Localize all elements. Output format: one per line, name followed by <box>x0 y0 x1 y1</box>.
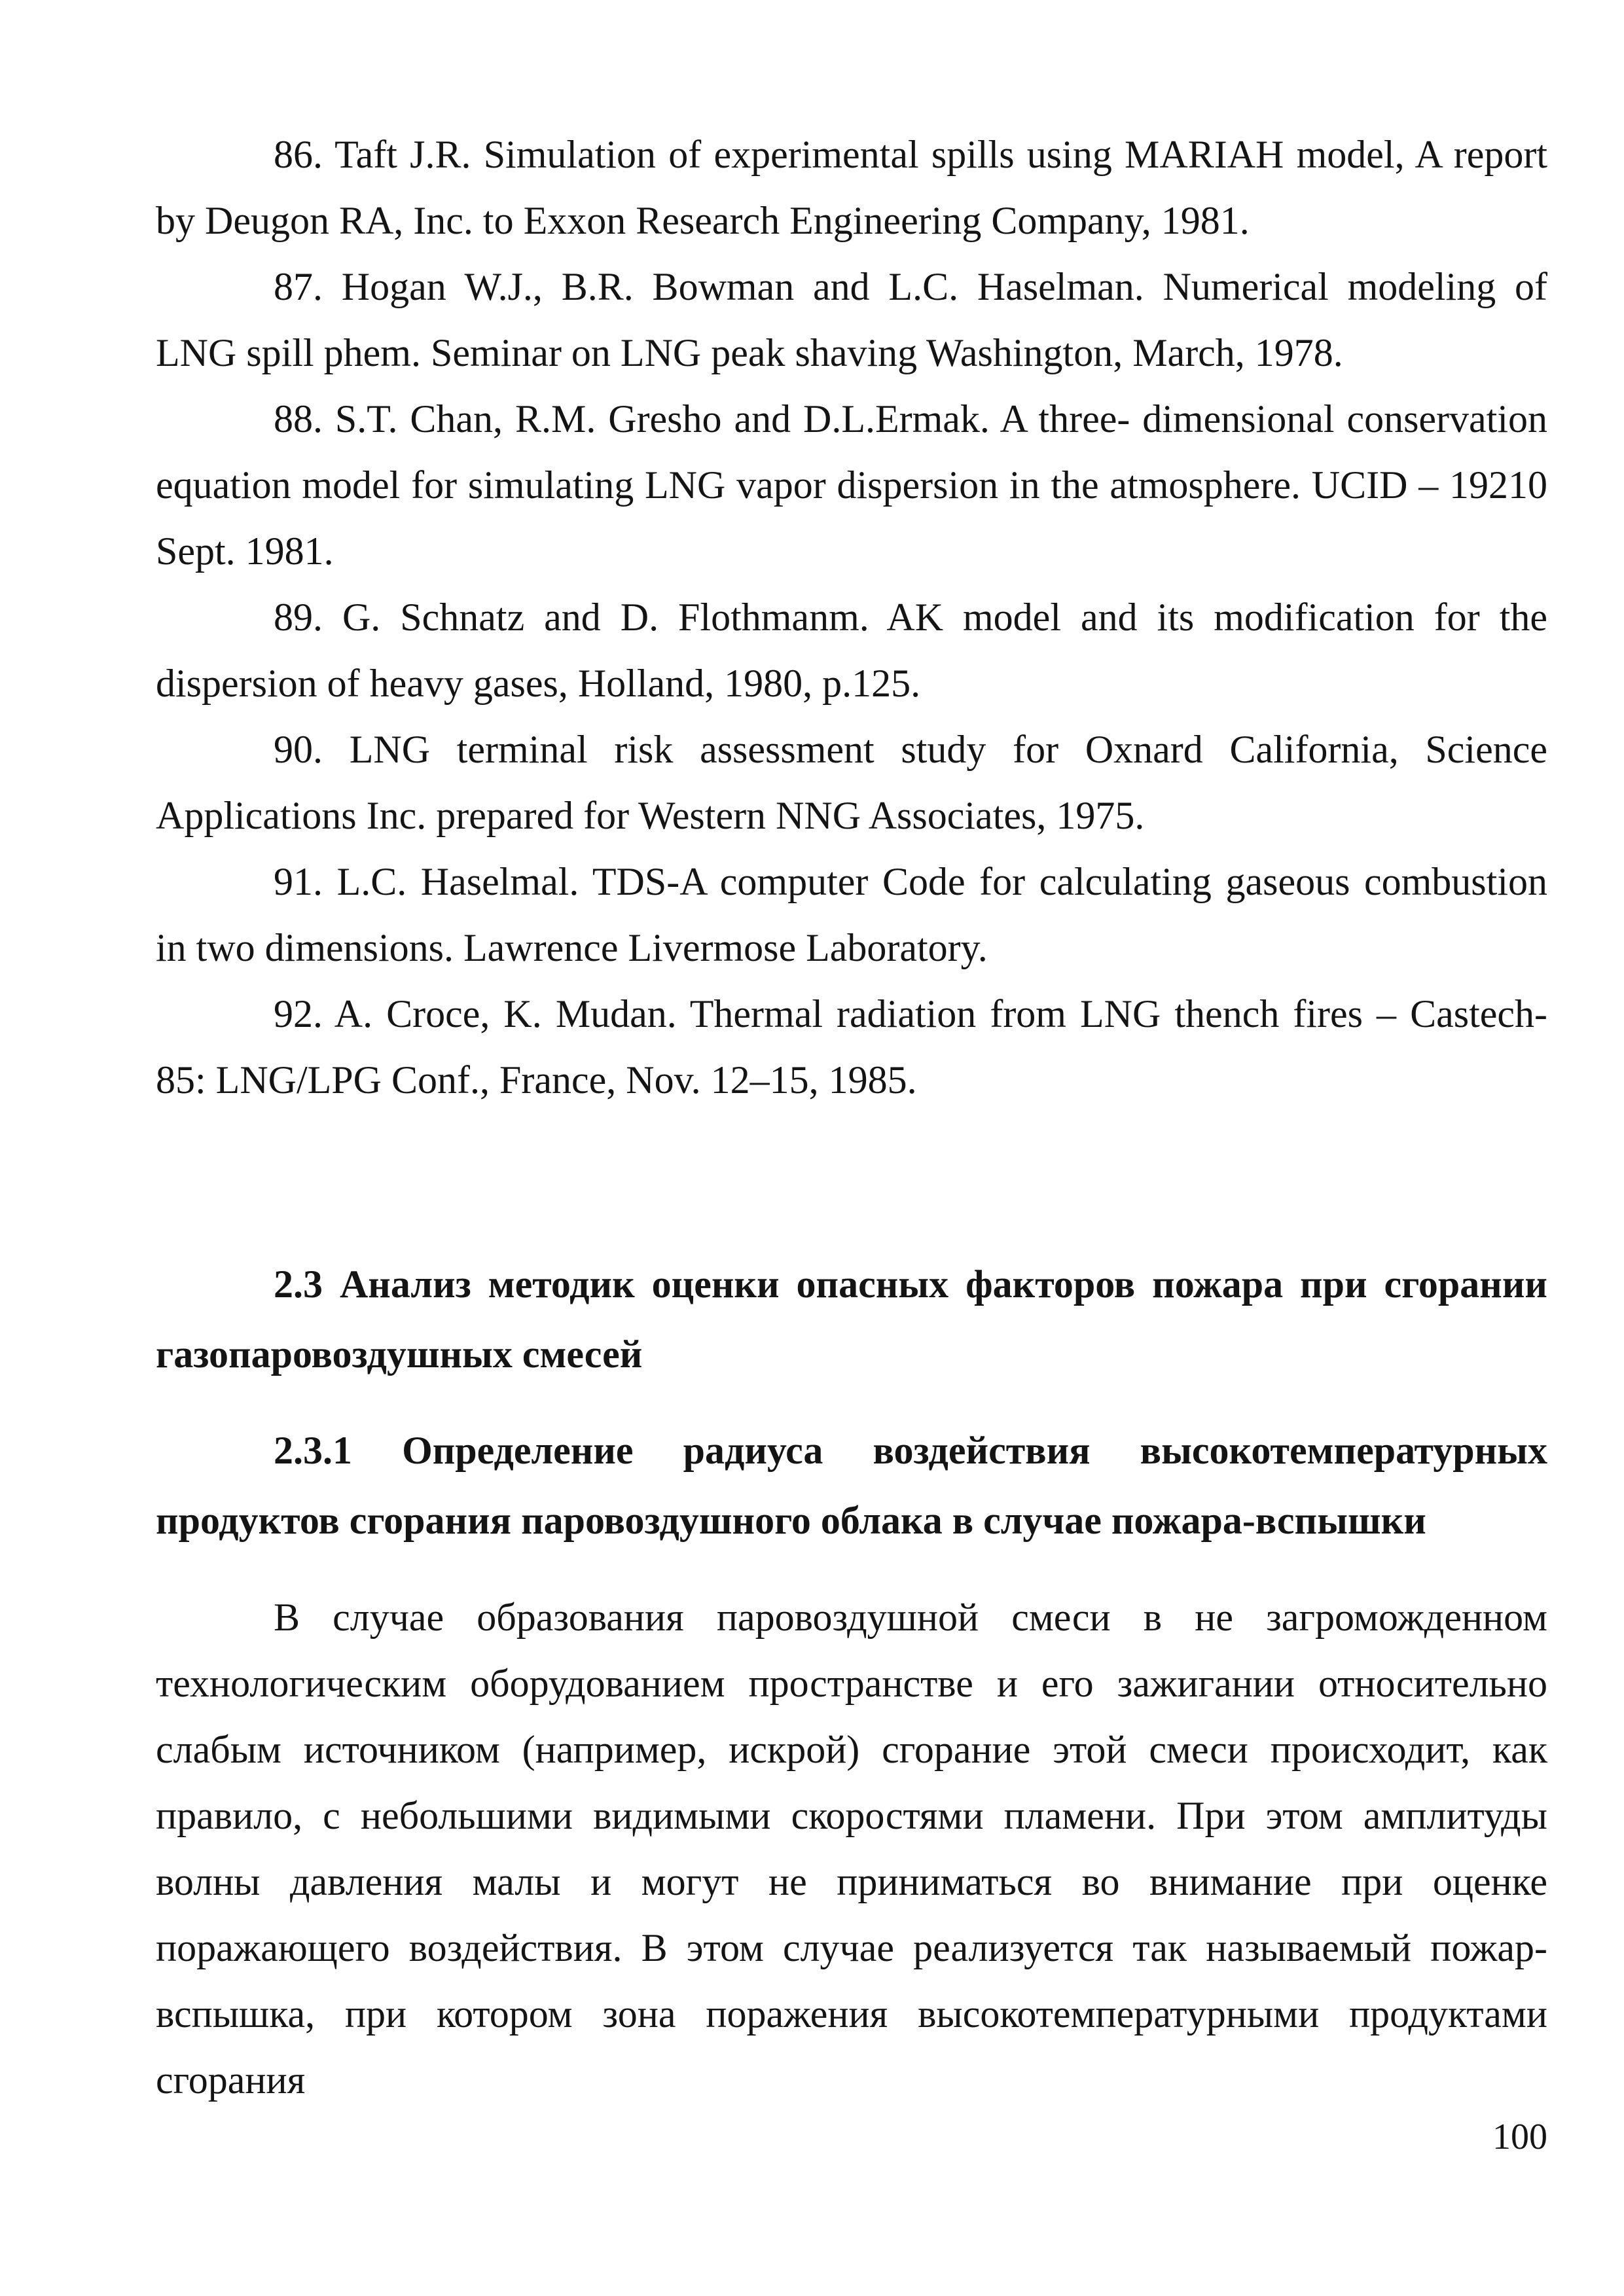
reference-list <box>156 122 1547 1113</box>
reference-86: 86. Taft J.R. Simulation of experimental spills using MARIAH model, A report by Deugon RA, Inc. to Exxon Research Engineering Company, 1981. <box>156 133 1547 242</box>
subsection-heading: 2.3.1 Определение радиуса воздействия высокотемпературных продуктов сгорания паровоздушного облака в случае пожара-вспышки <box>156 1429 1547 1542</box>
reference-91: 91. L.C. Haselmal. TDS-A computer Code for calculating gaseous combustion in two dimensions. Lawrence Livermose Laboratory. <box>156 860 1547 969</box>
body-paragraph: В случае образования паровоздушной смеси в не загроможденном технологическим оборудованием пространстве и его зажигании относительно слабым источником (например, искрой) сгорание этой смеси происходит, как правило, с небольшими видимыми скоростями пламени. При этом амплитуды волны давления малы и могут не приниматься во внимание при оценке поражающего воздействия. В этом случае реализуется так называемый пожар-вспышка, при котором зона поражения высокотемпературными продуктами сгорания <box>156 1596 1547 2102</box>
section-heading: 2.3 Анализ методик оценки опасных факторов пожара при сгорании газопаровоздушных смесей <box>156 1263 1547 1376</box>
page-number: 100 <box>1492 2117 1547 2157</box>
reference-89: 89. G. Schnatz and D. Flothmanm. AK model and its modification for the dispersion of heavy gases, Holland, 1980, p.125. <box>156 596 1547 705</box>
reference-88: 88. S.T. Chan, R.M. Gresho and D.L.Ermak. A three- dimensional conservation equation model for simulating LNG vapor dispersion in the atmosphere. UCID – 19210 Sept. 1981. <box>156 397 1547 573</box>
page-content <box>156 122 1547 2113</box>
reference-87: 87. Hogan W.J., B.R. Bowman and L.C. Haselman. Numerical modeling of LNG spill phem. Seminar on LNG peak shaving Washington, March, 1978. <box>156 265 1547 374</box>
reference-90: 90. LNG terminal risk assessment study for Oxnard California, Science Applications Inc. prepared for Western NNG Associates, 1975. <box>156 728 1547 837</box>
reference-92: 92. A. Croce, K. Mudan. Thermal radiation from LNG thench fires – Castech-85: LNG/LPG Conf., France, Nov. 12–15, 1985. <box>156 992 1547 1102</box>
